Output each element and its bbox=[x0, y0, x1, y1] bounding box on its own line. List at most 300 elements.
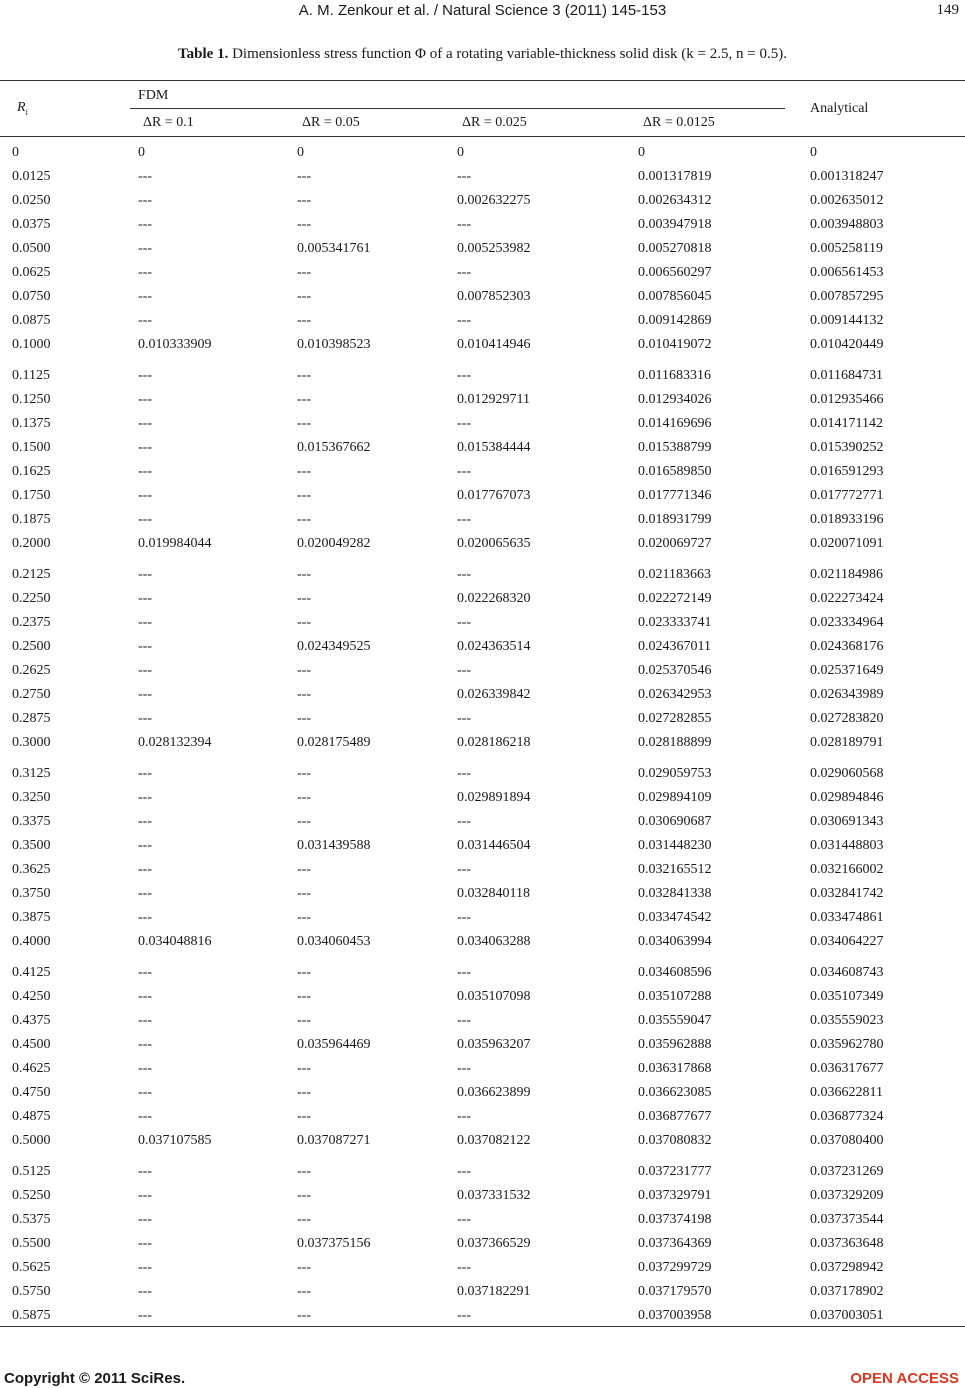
value-cell: --- bbox=[138, 392, 152, 407]
radius-cell: 0.3500 bbox=[12, 838, 51, 853]
header-analytical: Analytical bbox=[810, 101, 869, 116]
open-access: OPEN ACCESS bbox=[850, 1370, 959, 1387]
value-cell: --- bbox=[297, 1085, 311, 1100]
value-cell: 0.037107585 bbox=[138, 1133, 212, 1148]
value-cell: 0.035963207 bbox=[457, 1037, 531, 1052]
value-cell: --- bbox=[138, 838, 152, 853]
value-cell: --- bbox=[297, 416, 311, 431]
value-cell: --- bbox=[297, 193, 311, 208]
value-cell: --- bbox=[457, 1109, 471, 1124]
radius-cell: 0.0125 bbox=[12, 169, 51, 184]
value-cell: 0.005258119 bbox=[810, 241, 883, 256]
radius-cell: 0.5750 bbox=[12, 1284, 51, 1299]
value-cell: 0.002635012 bbox=[810, 193, 884, 208]
value-cell: 0.027282855 bbox=[638, 711, 712, 726]
value-cell: 0.006560297 bbox=[638, 265, 712, 280]
value-cell: 0.026343989 bbox=[810, 687, 884, 702]
table-row bbox=[0, 512, 965, 534]
value-cell: 0.003948803 bbox=[810, 217, 884, 232]
table-top-rule bbox=[0, 80, 965, 81]
value-cell: 0.036622811 bbox=[810, 1085, 883, 1100]
value-cell: --- bbox=[138, 615, 152, 630]
value-cell: --- bbox=[457, 1260, 471, 1275]
value-cell: --- bbox=[138, 1284, 152, 1299]
table-row bbox=[0, 1260, 965, 1282]
radius-cell: 0.1125 bbox=[12, 368, 50, 383]
value-cell: --- bbox=[138, 416, 152, 431]
value-cell: --- bbox=[457, 766, 471, 781]
value-cell: 0.010333909 bbox=[138, 337, 212, 352]
value-cell: --- bbox=[297, 663, 311, 678]
table-caption bbox=[0, 46, 965, 63]
table-row bbox=[0, 735, 965, 757]
value-cell: 0.022273424 bbox=[810, 591, 884, 606]
radius-cell: 0.1000 bbox=[12, 337, 51, 352]
value-cell: --- bbox=[138, 1164, 152, 1179]
value-cell: --- bbox=[138, 910, 152, 925]
value-cell: 0.037087271 bbox=[297, 1133, 371, 1148]
value-cell: 0.035559047 bbox=[638, 1013, 712, 1028]
radius-cell: 0.2500 bbox=[12, 639, 51, 654]
value-cell: --- bbox=[138, 368, 152, 383]
value-cell: 0.024368176 bbox=[810, 639, 884, 654]
radius-cell: 0.4875 bbox=[12, 1109, 51, 1124]
value-cell: 0.028188899 bbox=[638, 735, 712, 750]
radius-cell: 0.5375 bbox=[12, 1212, 51, 1227]
radius-cell: 0.4375 bbox=[12, 1013, 51, 1028]
value-cell: --- bbox=[297, 1109, 311, 1124]
value-cell: 0.037363648 bbox=[810, 1236, 884, 1251]
value-cell: 0.028186218 bbox=[457, 735, 531, 750]
value-cell: 0.037003051 bbox=[810, 1308, 884, 1323]
value-cell: --- bbox=[297, 368, 311, 383]
value-cell: 0.021184986 bbox=[810, 567, 883, 582]
table-row bbox=[0, 1164, 965, 1186]
table-row bbox=[0, 567, 965, 589]
radius-cell: 0.1750 bbox=[12, 488, 51, 503]
value-cell: 0.025370546 bbox=[638, 663, 712, 678]
value-cell: 0.029894109 bbox=[638, 790, 712, 805]
value-cell: 0.034060453 bbox=[297, 934, 371, 949]
radius-cell: 0.2125 bbox=[12, 567, 51, 582]
value-cell: --- bbox=[457, 814, 471, 829]
value-cell: --- bbox=[297, 265, 311, 280]
value-cell: --- bbox=[138, 193, 152, 208]
running-head bbox=[0, 2, 965, 22]
radius-cell: 0 bbox=[12, 145, 19, 160]
value-cell: 0.031439588 bbox=[297, 838, 371, 853]
value-cell: --- bbox=[297, 766, 311, 781]
value-cell: --- bbox=[138, 169, 152, 184]
value-cell: --- bbox=[138, 512, 152, 527]
value-cell: 0.020065635 bbox=[457, 536, 531, 551]
value-cell: 0.032841338 bbox=[638, 886, 712, 901]
value-cell: 0.031446504 bbox=[457, 838, 531, 853]
value-cell: --- bbox=[297, 512, 311, 527]
value-cell: 0.033474542 bbox=[638, 910, 712, 925]
value-cell: --- bbox=[457, 313, 471, 328]
radius-cell: 0.5125 bbox=[12, 1164, 51, 1179]
value-cell: --- bbox=[138, 217, 152, 232]
table-row bbox=[0, 1061, 965, 1083]
caption-text: Dimensionless stress function Φ of a rotating variable-thickness solid disk (k = 2.5, n = 0.5). bbox=[232, 46, 787, 62]
value-cell: 0.028132394 bbox=[138, 735, 212, 750]
value-cell: 0.029891894 bbox=[457, 790, 531, 805]
value-cell: 0 bbox=[638, 145, 645, 160]
value-cell: 0.036623899 bbox=[457, 1085, 531, 1100]
fdm-rule bbox=[130, 108, 785, 109]
value-cell: --- bbox=[457, 862, 471, 877]
value-cell: 0.012934026 bbox=[638, 392, 712, 407]
value-cell: --- bbox=[457, 416, 471, 431]
value-cell: 0.037366529 bbox=[457, 1236, 531, 1251]
header-delta-4: ΔR = 0.0125 bbox=[643, 115, 715, 130]
value-cell: 0.010419072 bbox=[638, 337, 712, 352]
radius-cell: 0.3875 bbox=[12, 910, 51, 925]
radius-cell: 0.2875 bbox=[12, 711, 51, 726]
value-cell: --- bbox=[138, 289, 152, 304]
value-cell: --- bbox=[457, 169, 471, 184]
radius-cell: 0.5875 bbox=[12, 1308, 51, 1323]
copyright: Copyright © 2011 SciRes. bbox=[4, 1370, 186, 1387]
radius-cell: 0.5625 bbox=[12, 1260, 51, 1275]
table-row bbox=[0, 1085, 965, 1107]
value-cell: --- bbox=[297, 1284, 311, 1299]
value-cell: 0.037374198 bbox=[638, 1212, 712, 1227]
value-cell: 0.023334964 bbox=[810, 615, 884, 630]
value-cell: 0.026339842 bbox=[457, 687, 531, 702]
value-cell: --- bbox=[457, 1164, 471, 1179]
value-cell: 0.037331532 bbox=[457, 1188, 531, 1203]
value-cell: --- bbox=[138, 663, 152, 678]
table-row bbox=[0, 886, 965, 908]
value-cell: 0.037299729 bbox=[638, 1260, 712, 1275]
table-row bbox=[0, 766, 965, 788]
table-row bbox=[0, 289, 965, 311]
value-cell: --- bbox=[457, 265, 471, 280]
value-cell: 0.007857295 bbox=[810, 289, 884, 304]
value-cell: 0.015384444 bbox=[457, 440, 531, 455]
table-row bbox=[0, 368, 965, 390]
value-cell: --- bbox=[297, 169, 311, 184]
radius-cell: 0.3625 bbox=[12, 862, 51, 877]
value-cell: --- bbox=[297, 591, 311, 606]
value-cell: --- bbox=[297, 464, 311, 479]
radius-cell: 0.2000 bbox=[12, 536, 51, 551]
header-delta-2: ΔR = 0.05 bbox=[302, 115, 360, 130]
value-cell: --- bbox=[457, 663, 471, 678]
value-cell: --- bbox=[297, 289, 311, 304]
radius-cell: 0.0875 bbox=[12, 313, 51, 328]
value-cell: 0.020071091 bbox=[810, 536, 884, 551]
value-cell: 0 bbox=[457, 145, 464, 160]
header-fdm: FDM bbox=[138, 88, 169, 103]
table-row bbox=[0, 663, 965, 685]
value-cell: 0.035107349 bbox=[810, 989, 884, 1004]
value-cell: --- bbox=[457, 965, 471, 980]
radius-cell: 0.3125 bbox=[12, 766, 51, 781]
table-row bbox=[0, 687, 965, 709]
table-row bbox=[0, 814, 965, 836]
table-row bbox=[0, 1133, 965, 1155]
value-cell: 0.001317819 bbox=[638, 169, 712, 184]
value-cell: --- bbox=[457, 615, 471, 630]
value-cell: --- bbox=[138, 989, 152, 1004]
value-cell: 0.032166002 bbox=[810, 862, 884, 877]
value-cell: 0.006561453 bbox=[810, 265, 884, 280]
radius-cell: 0.4625 bbox=[12, 1061, 51, 1076]
value-cell: 0.030691343 bbox=[810, 814, 884, 829]
value-cell: 0.029060568 bbox=[810, 766, 884, 781]
value-cell: --- bbox=[297, 1013, 311, 1028]
value-cell: 0.030690687 bbox=[638, 814, 712, 829]
value-cell: --- bbox=[297, 989, 311, 1004]
table-row bbox=[0, 217, 965, 239]
header-delta-1: ΔR = 0.1 bbox=[143, 115, 194, 130]
radius-cell: 0.4250 bbox=[12, 989, 51, 1004]
value-cell: --- bbox=[457, 464, 471, 479]
value-cell: 0.034064227 bbox=[810, 934, 884, 949]
value-cell: --- bbox=[297, 862, 311, 877]
value-cell: 0 bbox=[297, 145, 304, 160]
value-cell: 0.014169696 bbox=[638, 416, 712, 431]
value-cell: --- bbox=[138, 440, 152, 455]
value-cell: 0.010414946 bbox=[457, 337, 531, 352]
value-cell: --- bbox=[457, 1013, 471, 1028]
value-cell: --- bbox=[138, 567, 152, 582]
value-cell: 0.018933196 bbox=[810, 512, 884, 527]
radius-cell: 0.1875 bbox=[12, 512, 51, 527]
value-cell: 0.011683316 bbox=[638, 368, 711, 383]
table-row bbox=[0, 337, 965, 359]
value-cell: 0.035964469 bbox=[297, 1037, 371, 1052]
value-cell: 0.016589850 bbox=[638, 464, 712, 479]
value-cell: 0.017771346 bbox=[638, 488, 712, 503]
value-cell: 0.021183663 bbox=[638, 567, 711, 582]
value-cell: --- bbox=[138, 313, 152, 328]
value-cell: --- bbox=[138, 591, 152, 606]
value-cell: --- bbox=[138, 1037, 152, 1052]
value-cell: 0.014171142 bbox=[810, 416, 883, 431]
value-cell: --- bbox=[138, 1061, 152, 1076]
value-cell: 0.001318247 bbox=[810, 169, 884, 184]
value-cell: 0.012929711 bbox=[457, 392, 530, 407]
radius-cell: 0.0250 bbox=[12, 193, 51, 208]
value-cell: --- bbox=[138, 265, 152, 280]
value-cell: --- bbox=[457, 1212, 471, 1227]
value-cell: 0.031448230 bbox=[638, 838, 712, 853]
value-cell: --- bbox=[138, 814, 152, 829]
value-cell: --- bbox=[138, 1109, 152, 1124]
value-cell: 0.003947918 bbox=[638, 217, 712, 232]
table-row bbox=[0, 1188, 965, 1210]
table-bottom-rule bbox=[0, 1326, 965, 1327]
radius-cell: 0.0625 bbox=[12, 265, 51, 280]
table-row bbox=[0, 265, 965, 287]
value-cell: 0.002632275 bbox=[457, 193, 531, 208]
value-cell: 0.035107288 bbox=[638, 989, 712, 1004]
table-row bbox=[0, 934, 965, 956]
value-cell: 0.035107098 bbox=[457, 989, 531, 1004]
value-cell: 0.009144132 bbox=[810, 313, 884, 328]
value-cell: 0.022268320 bbox=[457, 591, 531, 606]
value-cell: --- bbox=[138, 1236, 152, 1251]
header-bottom-rule bbox=[0, 136, 965, 137]
radius-cell: 0.1375 bbox=[12, 416, 51, 431]
value-cell: --- bbox=[138, 1188, 152, 1203]
value-cell: --- bbox=[138, 464, 152, 479]
value-cell: 0.019984044 bbox=[138, 536, 212, 551]
radius-cell: 0.5250 bbox=[12, 1188, 51, 1203]
value-cell: 0 bbox=[810, 145, 817, 160]
radius-cell: 0.4000 bbox=[12, 934, 51, 949]
value-cell: 0.002634312 bbox=[638, 193, 712, 208]
table-row bbox=[0, 313, 965, 335]
radius-cell: 0.0375 bbox=[12, 217, 51, 232]
value-cell: --- bbox=[297, 886, 311, 901]
value-cell: 0.029894846 bbox=[810, 790, 884, 805]
value-cell: 0.029059753 bbox=[638, 766, 712, 781]
table-row bbox=[0, 145, 965, 167]
radius-cell: 0.1500 bbox=[12, 440, 51, 455]
value-cell: 0.034608596 bbox=[638, 965, 712, 980]
value-cell: --- bbox=[138, 766, 152, 781]
value-cell: --- bbox=[297, 313, 311, 328]
table-row bbox=[0, 193, 965, 215]
value-cell: 0.022272149 bbox=[638, 591, 712, 606]
table-row bbox=[0, 965, 965, 987]
caption-label: Table 1. bbox=[178, 46, 229, 62]
value-cell: 0.037082122 bbox=[457, 1133, 531, 1148]
table-row bbox=[0, 241, 965, 263]
radius-cell: 0.4500 bbox=[12, 1037, 51, 1052]
value-cell: --- bbox=[138, 1085, 152, 1100]
header-ri: $R_i$ bbox=[17, 100, 28, 117]
radius-cell: 0.2250 bbox=[12, 591, 51, 606]
table-row bbox=[0, 862, 965, 884]
value-cell: 0.007856045 bbox=[638, 289, 712, 304]
header-delta-3: ΔR = 0.025 bbox=[462, 115, 527, 130]
value-cell: 0.035962888 bbox=[638, 1037, 712, 1052]
value-cell: --- bbox=[138, 886, 152, 901]
value-cell: 0.037364369 bbox=[638, 1236, 712, 1251]
radius-cell: 0.3250 bbox=[12, 790, 51, 805]
radius-cell: 0.0500 bbox=[12, 241, 51, 256]
value-cell: 0.036877677 bbox=[638, 1109, 712, 1124]
radius-cell: 0.0750 bbox=[12, 289, 51, 304]
value-cell: --- bbox=[138, 1212, 152, 1227]
running-head-text: A. M. Zenkour et al. / Natural Science 3 (2011) 145-153 bbox=[298, 2, 667, 19]
value-cell: 0.011684731 bbox=[810, 368, 883, 383]
radius-cell: 0.3750 bbox=[12, 886, 51, 901]
value-cell: --- bbox=[457, 567, 471, 582]
value-cell: 0.025371649 bbox=[810, 663, 884, 678]
value-cell: --- bbox=[297, 814, 311, 829]
value-cell: --- bbox=[138, 965, 152, 980]
value-cell: 0.037375156 bbox=[297, 1236, 371, 1251]
value-cell: 0.037178902 bbox=[810, 1284, 884, 1299]
value-cell: --- bbox=[138, 711, 152, 726]
value-cell: 0.017772771 bbox=[810, 488, 884, 503]
radius-cell: 0.1625 bbox=[12, 464, 51, 479]
value-cell: --- bbox=[297, 488, 311, 503]
radius-cell: 0.4125 bbox=[12, 965, 51, 980]
value-cell: 0.020049282 bbox=[297, 536, 371, 551]
value-cell: --- bbox=[138, 1260, 152, 1275]
table-row bbox=[0, 488, 965, 510]
value-cell: 0.010398523 bbox=[297, 337, 371, 352]
value-cell: 0.027283820 bbox=[810, 711, 884, 726]
value-cell: 0.015390252 bbox=[810, 440, 884, 455]
value-cell: 0.036877324 bbox=[810, 1109, 884, 1124]
value-cell: 0.032165512 bbox=[638, 862, 712, 877]
value-cell: --- bbox=[138, 1013, 152, 1028]
radius-cell: 0.2375 bbox=[12, 615, 51, 630]
value-cell: 0.037080400 bbox=[810, 1133, 884, 1148]
value-cell: 0.024349525 bbox=[297, 639, 371, 654]
value-cell: --- bbox=[297, 615, 311, 630]
value-cell: 0.024363514 bbox=[457, 639, 531, 654]
value-cell: --- bbox=[457, 711, 471, 726]
value-cell: 0.035559023 bbox=[810, 1013, 884, 1028]
value-cell: --- bbox=[297, 1061, 311, 1076]
value-cell: 0.036623085 bbox=[638, 1085, 712, 1100]
value-cell: 0.036317868 bbox=[638, 1061, 712, 1076]
value-cell: 0.031448803 bbox=[810, 838, 884, 853]
table-row bbox=[0, 910, 965, 932]
value-cell: --- bbox=[457, 1308, 471, 1323]
value-cell: 0.037182291 bbox=[457, 1284, 531, 1299]
value-cell: --- bbox=[457, 910, 471, 925]
value-cell: 0.032840118 bbox=[457, 886, 530, 901]
value-cell: --- bbox=[297, 1164, 311, 1179]
radius-cell: 0.2750 bbox=[12, 687, 51, 702]
table-row bbox=[0, 536, 965, 558]
value-cell: --- bbox=[297, 1188, 311, 1203]
radius-cell: 0.4750 bbox=[12, 1085, 51, 1100]
table-row bbox=[0, 838, 965, 860]
table-row bbox=[0, 464, 965, 486]
value-cell: 0.005270818 bbox=[638, 241, 712, 256]
value-cell: --- bbox=[297, 567, 311, 582]
value-cell: 0.007852303 bbox=[457, 289, 531, 304]
radius-cell: 0.3375 bbox=[12, 814, 51, 829]
value-cell: 0.037080832 bbox=[638, 1133, 712, 1148]
page-number: 149 bbox=[936, 2, 959, 18]
table-row bbox=[0, 989, 965, 1011]
table-row bbox=[0, 639, 965, 661]
value-cell: 0.037298942 bbox=[810, 1260, 884, 1275]
table-row bbox=[0, 1037, 965, 1059]
radius-cell: 0.2625 bbox=[12, 663, 51, 678]
value-cell: --- bbox=[297, 910, 311, 925]
table-row bbox=[0, 392, 965, 414]
value-cell: --- bbox=[138, 687, 152, 702]
value-cell: 0.034048816 bbox=[138, 934, 212, 949]
table-row bbox=[0, 790, 965, 812]
radius-cell: 0.5500 bbox=[12, 1236, 51, 1251]
value-cell: --- bbox=[457, 368, 471, 383]
value-cell: --- bbox=[297, 1212, 311, 1227]
value-cell: --- bbox=[138, 241, 152, 256]
table-row bbox=[0, 416, 965, 438]
value-cell: 0.009142869 bbox=[638, 313, 712, 328]
value-cell: 0.020069727 bbox=[638, 536, 712, 551]
table-row bbox=[0, 1013, 965, 1035]
value-cell: --- bbox=[138, 488, 152, 503]
value-cell: 0.037329209 bbox=[810, 1188, 884, 1203]
table-row bbox=[0, 440, 965, 462]
